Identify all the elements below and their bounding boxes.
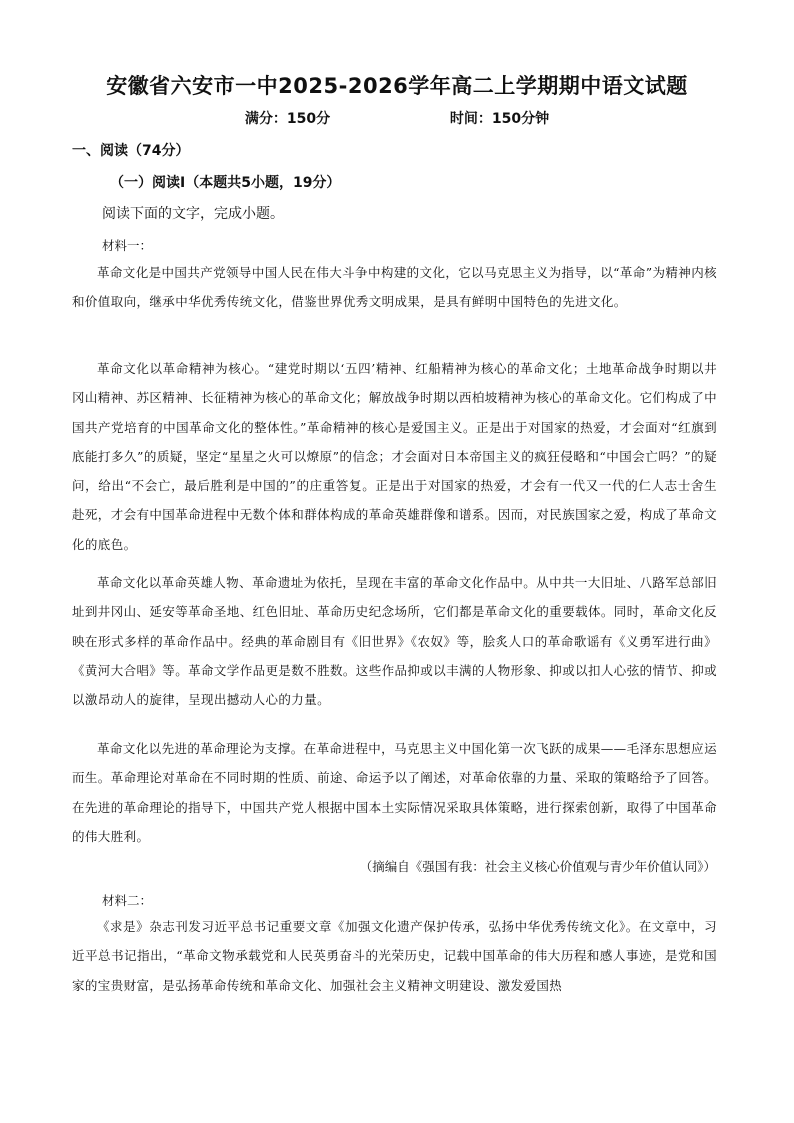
exam-meta [0, 108, 794, 128]
material1-source: （摘编自《强国有我：社会主义核心价值观与青少年价值认同》） [359, 859, 716, 874]
section-heading: 一、阅读（74分） [72, 143, 190, 159]
subsection-heading: （一）阅读Ⅰ（本题共5小题，19分） [110, 175, 341, 191]
material2-paragraph-1: 《求是》杂志刊发习近平总书记重要文章《加强文化遗产保护传承，弘扬中华优秀传统文化》。在文章中，习近平总书记指出，“革命文物承载党和人民英勇奋斗的光荣历史，记载中国革命的伟大历程和感人事迹，是党和国家的宝贵财富，是弘扬革命传统和革命文化、加强社会主义精神文明建设、激发爱国热 [72, 919, 717, 993]
full-score: 满分：150分 [244, 111, 331, 127]
material2-label: 材料二： [102, 893, 153, 908]
instruction-text: 阅读下面的文字，完成小题。 [102, 206, 284, 222]
exam-time: 时间：150分钟 [449, 111, 550, 127]
page-title: 安徽省六安市一中2025-2026学年高二上学期期中语文试题 [106, 74, 688, 98]
material1-paragraph-3: 革命文化以革命英雄人物、革命遗址为依托，呈现在丰富的革命文化作品中。从中共一大旧址、八路军总部旧址到井冈山、延安等革命圣地、红色旧址、革命历史纪念场所，它们都是革命文化的重要载体。同时，革命文化反映在形式多样的革命作品中。经典的革命剧目有《旧世界》《农奴》等，脍炙人口的革命歌谣有《义勇军进行曲》《黄河大合唱》等。革命文学作品更是数不胜数。这些作品抑或以丰满的人物形象、抑或以扣人心弦的情节、抑或以激昂动人的旋律，呈现出撼动人心的力量。 [72, 575, 718, 708]
material1-label: 材料一： [102, 238, 153, 253]
material1-paragraph-4: 革命文化以先进的革命理论为支撑。在革命进程中，马克思主义中国化第一次飞跃的成果——毛泽东思想应运而生。革命理论对革命在不同时期的性质、前途、命运予以了阐述，对革命依靠的力量、采取的策略给予了回答。在先进的革命理论的指导下，中国共产党人根据中国本土实际情况采取具体策略，进行探索创新，取得了中国革命的伟大胜利。 [72, 741, 718, 844]
material1-paragraph-2: 革命文化以革命精神为核心。“建党时期以‘五四’精神、红船精神为核心的革命文化；土地革命战争时期以井冈山精神、苏区精神、长征精神为核心的革命文化；解放战争时期以西柏坡精神为核心的革命文化。它们构成了中国共产党培育的中国革命文化的整体性。”革命精神的核心是爱国主义。正是出于对国家的热爱，才会面对“红旗到底能打多久”的质疑，坚定“星星之火可以燎原”的信念；才会面对日本帝国主义的疯狂侵略和“中国会亡吗？”的疑问，给出“不会亡，最后胜利是中国的”的庄重答复。正是出于对国家的热爱，才会有一代又一代的仁人志士舍生赴死，才会有中国革命进程中无数个体和群体构成的革命英雄群像和谱系。因而，对民族国家之爱，构成了革命文化的底色。 [72, 361, 718, 552]
material1-paragraph-1: 革命文化是中国共产党领导中国人民在伟大斗争中构建的文化，它以马克思主义为指导，以“革命”为精神内核和价值取向，继承中华优秀传统文化，借鉴世界优秀文明成果，是具有鲜明中国特色的先进文化。 [72, 265, 717, 310]
